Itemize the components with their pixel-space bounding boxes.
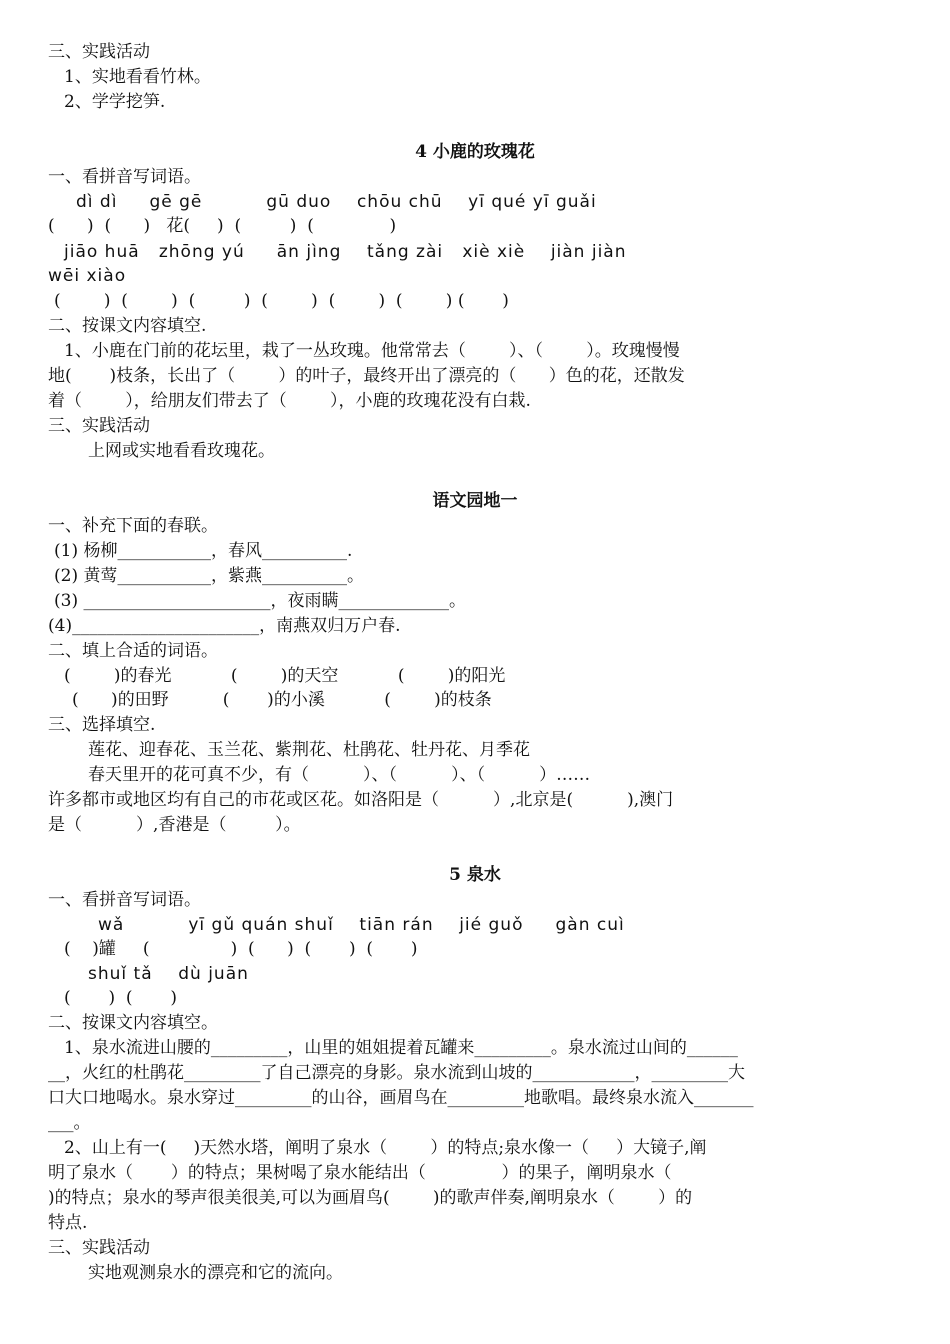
text-line: (3) ______________________，夜雨瞒_____________。 <box>54 591 466 611</box>
section-title: 4 小鹿的玫瑰花 <box>415 142 535 162</box>
text-line: 三、实践活动 <box>48 1238 150 1258</box>
text-line: 许多都市或地区均有自己的市花或区花。如洛阳是（ ）,北京是( ),澳门 <box>48 790 674 810</box>
text-line: jiāo huā zhōng yú ān jìng tǎng zài xiè xiè jiàn jiàn <box>64 242 627 262</box>
text-line: 一、看拼音写词语。 <box>48 167 201 187</box>
text-line: shuǐ tǎ dù juān <box>88 964 249 984</box>
text-line: 着（ ），给朋友们带去了（ ），小鹿的玫瑰花没有白栽. <box>48 391 531 411</box>
text-line: 实地观测泉水的漂亮和它的流向。 <box>88 1263 343 1283</box>
text-line: dì dì gē gē gū duo chōu chū yī qué yī guǎi <box>76 192 597 212</box>
text-line: ( ) ( ) ( ) ( ) ( ) ( ) ( ) <box>54 291 509 311</box>
text-line: 春天里开的花可真不少，有（ ）、（ ）、（ ）…… <box>88 765 591 785</box>
text-line: 2、山上有一( )天然水塔，阐明了泉水（ ）的特点;泉水像一（ ）大镜子,阐 <box>64 1138 707 1158</box>
text-line: 2、学学挖笋. <box>64 92 166 112</box>
text-line: ( ) ( ) <box>64 988 177 1008</box>
text-line: 二、按课文内容填空. <box>48 316 207 336</box>
text-line: 一、补充下面的春联。 <box>48 516 218 536</box>
text-line: ___。 <box>48 1113 91 1133</box>
text-line: 三、选择填空. <box>48 715 156 735</box>
text-line: wēi xiào <box>48 266 127 286</box>
text-line: 一、看拼音写词语。 <box>48 890 201 910</box>
text-line: 地( )枝条，长出了（ ）的叶子，最终开出了漂亮的（ ）色的花，还散发 <box>48 366 685 386</box>
text-line: 是（ ）,香港是（ ）。 <box>48 815 301 835</box>
text-line: 二、填上合适的词语。 <box>48 641 218 661</box>
text-line: 特点. <box>48 1213 88 1233</box>
text-line: ( )罐 ( ) ( ) ( ) ( ) <box>64 939 418 959</box>
text-line: 上网或实地看看玫瑰花。 <box>88 441 275 461</box>
text-line: wǎ yī gǔ quán shuǐ tiān rán jié guǒ gàn cuì <box>98 915 625 935</box>
text-line: (2) 黄莺___________，紫燕__________。 <box>54 566 364 586</box>
text-line: 三、实践活动 <box>48 416 150 436</box>
text-line: ( ) ( ) 花( ) ( ) ( ) <box>48 216 397 236</box>
text-line: 二、按课文内容填空。 <box>48 1013 218 1033</box>
text-line: 三、实践活动 <box>48 42 150 62</box>
text-line: (4)______________________，南燕双归万户春. <box>48 616 401 636</box>
text-line: 1、实地看看竹林。 <box>64 67 211 87</box>
text-line: __，火红的杜鹃花_________了自己漂亮的身影。泉水流到山坡的____________，_________大 <box>48 1063 745 1083</box>
text-line: 1、泉水流进山腰的_________，山里的姐姐提着瓦罐来_________。泉水流过山间的______ <box>64 1038 738 1058</box>
text-line: (1) 杨柳___________，春风__________. <box>54 541 353 561</box>
section-title: 5 泉水 <box>449 865 501 885</box>
text-line: 明了泉水（ ）的特点；果树喝了泉水能结出（ ）的果子，阐明泉水（ <box>48 1163 672 1183</box>
text-line: ( )的春光 ( )的天空 ( )的阳光 <box>64 666 506 686</box>
text-line: )的特点；泉水的琴声很美很美,可以为画眉鸟( )的歌声伴奏,阐明泉水（ ）的 <box>48 1188 693 1208</box>
text-line: 1、小鹿在门前的花坛里，栽了一丛玫瑰。他常常去（ ）、（ ）。玫瑰慢慢 <box>64 341 680 361</box>
text-line: ( )的田野 ( )的小溪 ( )的枝条 <box>72 690 492 710</box>
text-line: 口大口地喝水。泉水穿过_________的山谷，画眉鸟在_________地歌唱。最终泉水流入_______ <box>48 1088 754 1108</box>
text-line: 莲花、迎春花、玉兰花、紫荆花、杜鹃花、牡丹花、月季花 <box>88 740 530 760</box>
section-title: 语文园地一 <box>432 491 518 511</box>
